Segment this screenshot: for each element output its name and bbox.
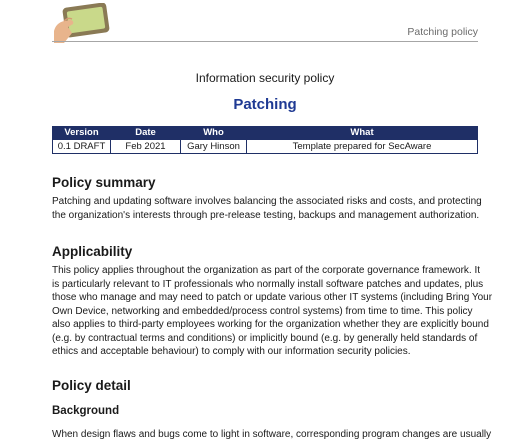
text-line: Own Device, networking and embedded/process control systems) from time to time. This policy (52, 305, 473, 317)
table-row (53, 140, 478, 154)
header-doc-label: Patching policy (407, 26, 478, 38)
cell-version: 0.1 DRAFT (53, 140, 111, 154)
text-line: is particularly relevant to IT professionals who normally install software patches and updates, plus (52, 278, 484, 290)
applicability-heading: Applicability (52, 244, 133, 259)
version-table-header-row (53, 127, 478, 140)
cell-what: Template prepared for SecAware (247, 140, 478, 154)
column-header-who: Who (181, 127, 247, 140)
text-line: Patching and updating software involves balancing the associated risks and costs, and protecting (52, 196, 482, 207)
cell-date: Feb 2021 (111, 140, 181, 154)
document-title: Patching (233, 96, 297, 113)
applicability-text (52, 264, 493, 359)
background-heading: Background (52, 405, 120, 417)
policy-summary-text (52, 195, 488, 222)
cell-who: Gary Hinson (181, 140, 247, 154)
text-line: This policy applies throughout the organization as part of the corporate governance framework. It (52, 265, 481, 276)
document-subtitle: Information security policy (195, 71, 335, 85)
column-header-date: Date (111, 127, 181, 140)
text-line: the organization's interests through pre-release testing, backups and management authorization. (52, 209, 480, 221)
text-line: ethics and acceptable behaviour) to comply with our information security policies. (52, 346, 411, 357)
text-line: also applies to third-party employees working for the organization whether they are explicitly bound (52, 319, 489, 330)
version-table (52, 126, 478, 154)
background-text (52, 428, 492, 442)
text-line: When design flaws and bugs come to light in software, corresponding program changes are usually (52, 429, 492, 440)
text-line: (e.g. by contractual terms and conditions) or implicitly bound (e.g. by generally held standards of (52, 332, 478, 344)
policy-summary-heading: Policy summary (52, 175, 156, 190)
column-header-version: Version (53, 127, 111, 140)
policy-detail-heading: Policy detail (52, 378, 131, 393)
column-header-what: What (247, 127, 478, 140)
header-divider (52, 41, 478, 42)
text-line: those who manage and may need to patch or update various other IT systems (including Bring Your (52, 292, 493, 303)
hand-tablet-logo-icon (50, 3, 112, 43)
